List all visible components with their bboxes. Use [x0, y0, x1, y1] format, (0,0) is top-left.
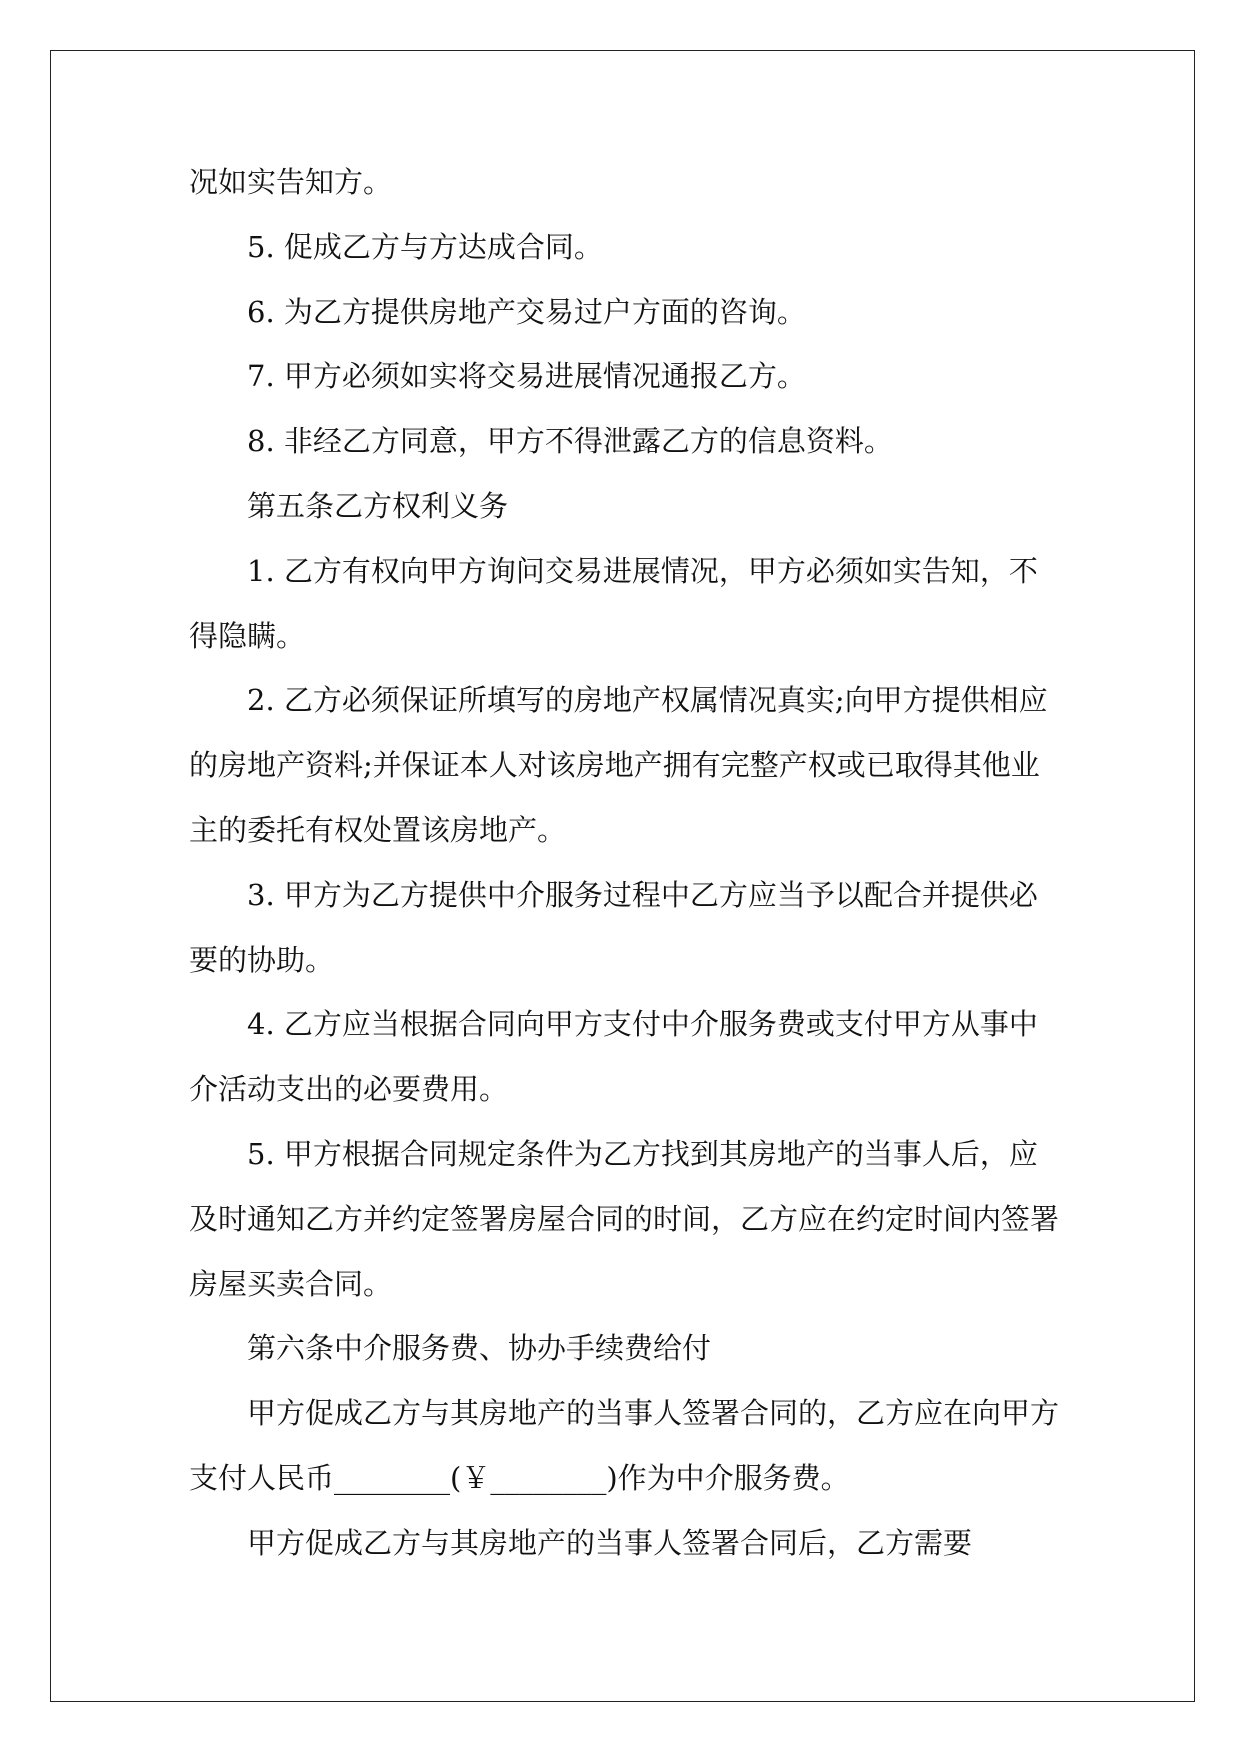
section-heading-5: 第五条乙方权利义务	[247, 488, 509, 523]
paragraph-14: 甲方促成乙方与其房地产的当事人签署合同后，乙方需要	[247, 1525, 973, 1560]
document-body	[189, 150, 1061, 1576]
paragraph-5: 8. 非经乙方同意，甲方不得泄露乙方的信息资料。	[247, 424, 893, 459]
paragraph-10: 4. 乙方应当根据合同向甲方支付中介服务费或支付甲方从事中介活动支出的必要费用。	[189, 1007, 1038, 1107]
paragraph-2: 5. 促成乙方与方达成合同。	[247, 229, 603, 264]
section-heading-6: 第六条中介服务费、协办手续费给付	[247, 1331, 712, 1366]
paragraph-8: 2. 乙方必须保证所填写的房地产权属情况真实;向甲方提供相应的房地产资料;并保证本人对该房地产拥有完整产权或已取得其他业主的委托有权处置该房地产。	[189, 683, 1048, 847]
paragraph-3: 6. 为乙方提供房地产交易过户方面的咨询。	[247, 294, 806, 329]
paragraph-9: 3. 甲方为乙方提供中介服务过程中乙方应当予以配合并提供必要的协助。	[189, 877, 1038, 977]
paragraph-7: 1. 乙方有权向甲方询问交易进展情况，甲方必须如实告知，不得隐瞒。	[189, 553, 1038, 653]
paragraph-13: 甲方促成乙方与其房地产的当事人签署合同的，乙方应在向甲方支付人民币________(￥________)作为中介服务费。	[189, 1396, 1060, 1495]
paragraph-11: 5. 甲方根据合同规定条件为乙方找到其房地产的当事人后，应及时通知乙方并约定签署房屋合同的时间，乙方应在约定时间内签署房屋买卖合同。	[189, 1136, 1060, 1301]
paragraph-1: 况如实告知方。	[189, 165, 393, 199]
paragraph-4: 7. 甲方必须如实将交易进展情况通报乙方。	[247, 359, 806, 394]
